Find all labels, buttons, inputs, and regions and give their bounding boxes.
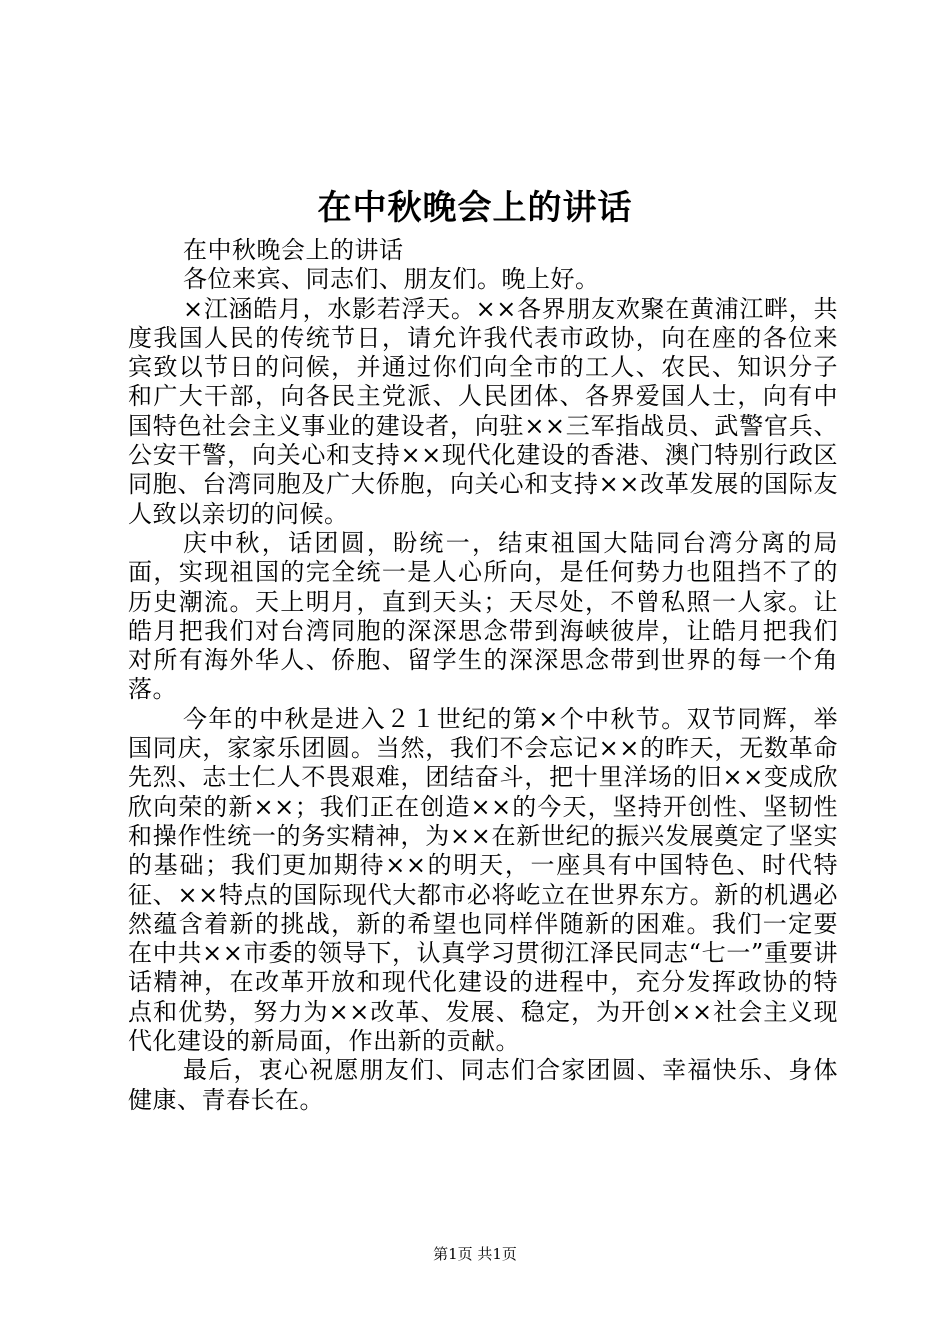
paragraph-reunion: 庆中秋，话团圆，盼统一，结束祖国大陆同台湾分离的局面，实现祖国的完全统一是人心所向，是任何势力也阻挡不了的历史潮流。天上明月，直到天头；天尽处，不曾私照一人家。让皓月把我们对台湾同胞的深深思念带到海峡彼岸，让皓月把我们对所有海外华人、侨胞、留学生的深深思念带到世界的每一个角落。 [128,528,838,704]
paragraph-subtitle: 在中秋晚会上的讲话 [183,236,404,264]
paragraph-century: 今年的中秋是进入２１世纪的第×个中秋节。双节同辉，举国同庆，家家乐团圆。当然，我们不会忘记××的昨天，无数革命先烈、志士仁人不畏艰难，团结奋斗，把十里洋场的旧××变成欣欣向荣的新××；我们正在创造××的今天，坚持开创性、坚韧性和操作性统一的务实精神，为××在新世纪的振兴发展奠定了坚实的基础；我们更加期待××的明天，一座具有中国特色、时代特征、××特点的国际现代大都市必将屹立在世界东方。新的机遇必然蕴含着新的挑战，新的希望也同样伴随新的困难。我们一定要在中共××市委的领导下，认真学习贯彻江泽民同志“七一”重要讲话精神，在改革开放和现代化建设的进程中，充分发挥政协的特点和优势，努力为××改革、发展、稳定，为开创××社会主义现代化建设的新局面，作出新的贡献。 [128,704,838,1056]
paragraph-opening: ×江涵皓月，水影若浮天。××各界朋友欢聚在黄浦江畔，共度我国人民的传统节日，请允许我代表市政协，向在座的各位来宾致以节日的问候，并通过你们向全市的工人、农民、知识分子和广大干部，向各民主党派、人民团体、各界爱国人士，向有中国特色社会主义事业的建设者，向驻××三军指战员、武警官兵、公安干警，向关心和支持××现代化建设的香港、澳门特别行政区同胞、台湾同胞及广大侨胞，向关心和支持××改革发展的国际友人致以亲切的问候。 [128,294,838,528]
document-body [128,236,838,1115]
document-title: 在中秋晚会上的讲话 [317,188,633,228]
paragraph-closing: 最后，衷心祝愿朋友们、同志们合家团圆、幸福快乐、身体健康、青春长在。 [128,1056,838,1114]
page-footer: 第1页 共1页 [433,1245,517,1263]
paragraph-greeting: 各位来宾、同志们、朋友们。晚上好。 [183,265,600,294]
